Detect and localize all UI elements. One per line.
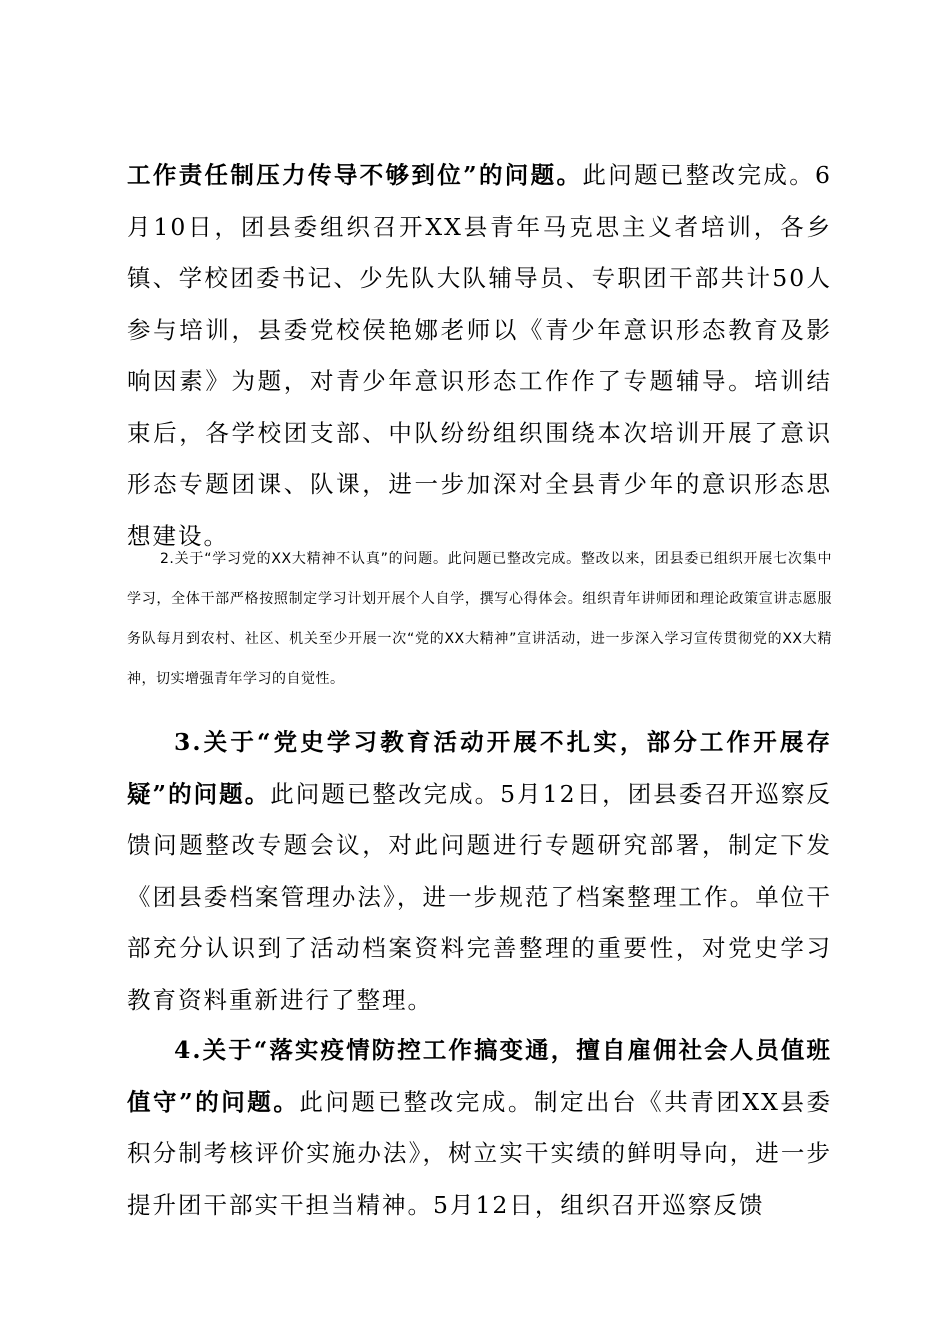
paragraph-2 xyxy=(127,539,832,699)
paragraph-3-body: 此问题已整改完成。5月12日，团县委召开巡察反馈问题整改专题会议，对此问题进行专题研究部署，制定下发《团县委档案管理办法》，进一步规范了档案整理工作。单位干部充分认识到了活动档案资料完善整理的重要性，对党史学习教育资料重新进行了整理。 xyxy=(127,779,832,1014)
paragraph-1-heading: 工作责任制压力传导不够到位”的问题。 xyxy=(127,161,583,189)
paragraph-2-body: 2.关于“学习党的XX大精神不认真”的问题。此问题已整改完成。整改以来，团县委已组织开展七次集中学习，全体干部严格按照制定学习计划开展个人自学，撰写心得体会。组织青年讲师团和理论政策宣讲志愿服务队每月到农村、社区、机关至少开展一次“党的XX大精神”宣讲活动，进一步深入学习宣传贯彻党的XX大精神，切实增强青年学习的自觉性。 xyxy=(127,551,832,687)
paragraph-1-body: 此问题已整改完成。6月10日，团县委组织召开XX县青年马克思主义者培训，各乡镇、学校团委书记、少先队大队辅导员、专职团干部共计50人参与培训，县委党校侯艳娜老师以《青少年意识形态教育及影响因素》为题，对青少年意识形态工作作了专题辅导。培训结束后，各学校团支部、中队纷纷组织围绕本次培训开展了意识形态专题团课、队课，进一步加深对全县青少年的意识形态思想建设。 xyxy=(127,161,832,550)
paragraph-1 xyxy=(127,150,832,562)
paragraph-3-heading: 3.关于“党史学习教育活动开展不扎实，部分工作开展存疑”的问题。 xyxy=(127,728,832,808)
paragraph-4-heading: 4.关于“落实疫情防控工作搞变通，擅自雇佣社会人员值班值守”的问题。 xyxy=(127,1036,832,1116)
paragraph-4-body: 此问题已整改完成。制定出台《共青团XX县委积分制考核评价实施办法》，树立实干实绩的鲜明导向，进一步提升团干部实干担当精神。5月12日，组织召开巡察反馈 xyxy=(127,1087,832,1219)
paragraph-4 xyxy=(127,1025,832,1231)
paragraph-3 xyxy=(127,717,832,1026)
